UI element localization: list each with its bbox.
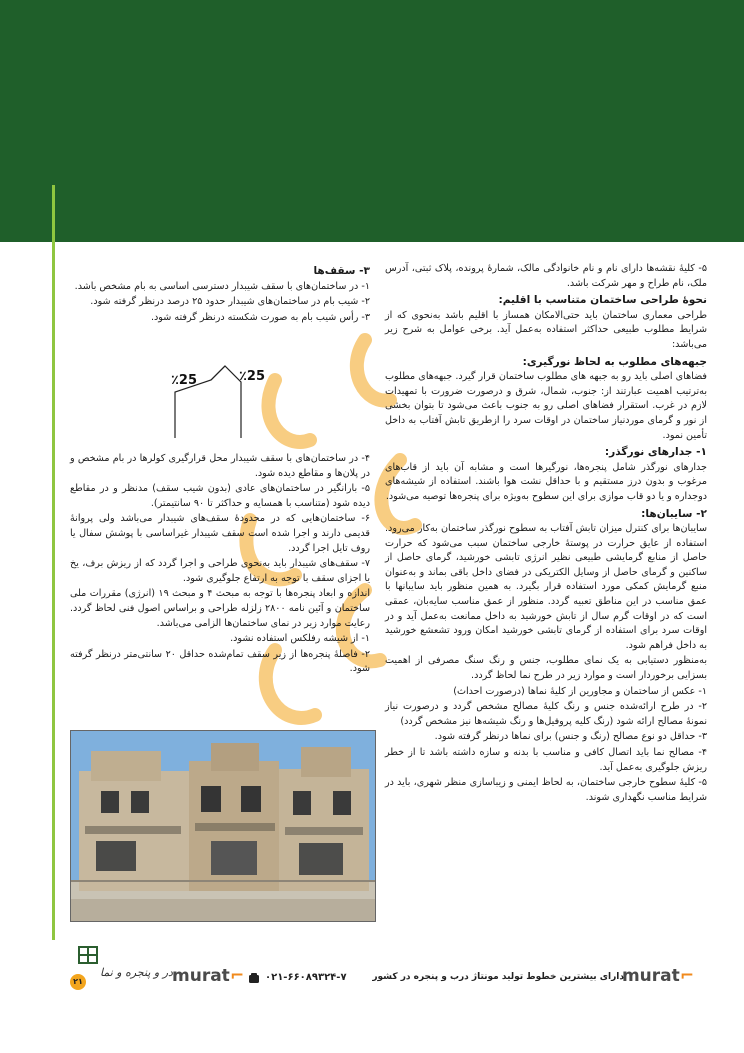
issue-number-badge: ۲۱ [70, 974, 86, 990]
murat-logo-right [622, 966, 694, 986]
paragraph: ۴- در ساختمان‌های با سقف شیبدار محل قرارگیری کولرها در بام مشخص و در پلان‌ها و مقاطع دیده شود. [70, 453, 370, 479]
logo-left-mark: ⌐ [229, 966, 245, 986]
murat-logo-left [172, 966, 244, 986]
header-green-band [0, 0, 744, 242]
paragraph: ۱- در ساختمان‌های با سقف شیبدار دسترسی اساسی به بام مشخص باشد. [74, 280, 370, 292]
section-heading: ۱- جدارهای نورگذر: [604, 446, 707, 459]
paragraph: ۱- عکس از ساختمان و مجاورین از کلیهٔ نماها (درصورت احداث) [453, 685, 707, 697]
logo-right-mark: ⌐ [679, 966, 694, 986]
paragraph: اندازه و ابعاد پنجره‌ها با توجه به مبحث ۴ و مبحث ۱۹ (انرژی) مقررات ملی ساختمان و آئین نامه ۲۸۰۰ زلزله طراحی و براساس اصول فنی لحاظ گردد. رعایت موارد زیر در نمای ساختمان‌ها الزامی می‌باشد. [70, 588, 370, 629]
company-tagline: دارای بیشترین خطوط تولید مونتاژ درب و پنجره در کشور [372, 972, 624, 982]
section-heading: جبهه‌های مطلوب به لحاظ نورگیری: [522, 355, 707, 368]
section-heading: ۲- سایبان‌ها: [641, 507, 707, 520]
left-text-column-top [70, 262, 370, 326]
paragraph: ۶- ساختمان‌هایی که در محدودهٔ سقف‌های شیبدار می‌باشد ولی پروانهٔ قدیمی دارند و اجرا شده است سقف شیبدار غیراساسی با پوشش سفال یا روف تایل اجرا گردد. [70, 513, 370, 554]
paragraph: ۵- کلیهٔ سطوح خارجی ساختمان، به لحاظ ایمنی و زیباسازی منظر شهری، باید در شرایط مناسب نگهداری شوند. [385, 777, 707, 803]
paragraph: سایبان‌ها برای کنترل میزان تابش آفتاب به سطوح نورگذر ساختمان به‌کار می‌رود. استفاده از عایق حرارت در پوستهٔ خارجی ساختمان سبب می‌شود که حرارت حاصل از منابع گرمایشی طبیعی نظیر انرژی تابشی خورشید، گرمای حاصل از ساکنین و گرمای حاصل از وسایل الکتریکی در فضای داخل باقی بماند و به‌عنوان منبع گرمایش کمکی مورد استفاده قرار بگیرد. به همین منظور باید سایبانها با عمق مناسب در این مناطق تعبیه گردد. منظور از عمق مناسب سایه‌بان، عمقی است که در اوقات گرم سال از تابش خورشید به داخل ممانعت به‌عمل آید و در اوقات سرد برای استفاده از گرمای تابشی خورشید امکان ورود تشعشع خورشید به داخل فراهم شود. [385, 523, 707, 651]
paragraph: فضاهای اصلی باید رو به جبهه های مطلوب ساختمان قرار گیرد. جبهه‌های مطلوب به‌ترتیب اهمیت عبارتند از: جنوب، شمال، شرق و درصورت ضرورت با تمهیدات لازم در غرب. استقرار فضاهای اصلی رو به جنوب باعث می‌شود تا بتوان بخشی از نور و گرمای موردنیاز ساختمان در اوقات سرد را ازطریق تابش آفتاب به داخل تأمین نمود. [385, 371, 707, 441]
section-heading: نحوهٔ طراحی ساختمان متناسب با اقلیم: [498, 294, 707, 307]
building-photo [70, 730, 376, 922]
paragraph: ۳- حداقل دو نوع مصالح (رنگ و جنس) برای نماها درنظر گرفته شود. [434, 731, 707, 743]
roof-label-right: ٪25 [239, 369, 266, 384]
paragraph: ۲- فاصلهٔ پنجره‌ها از زیر سقف تمام‌شده حداقل ۲۰ سانتی‌متر درنظر گرفته شود. [70, 648, 370, 675]
phone-icon [248, 972, 260, 984]
vertical-accent-rule [52, 185, 55, 940]
paragraph: ۲- در طرح ارائه‌شده جنس و رنگ کلیهٔ مصالح مشخص گردد و درصورت نیاز نمونهٔ مصالح ارائه شود (رنگ کلیه پروفیل‌ها و رنگ شیشه‌ها نیز مشخص گردد) [385, 701, 707, 727]
page-footer [0, 940, 744, 1053]
brand-window-icon [78, 946, 98, 964]
paragraph: ۱- از شیشه رفلکس استفاده نشود. [230, 633, 370, 645]
left-text-column-bottom [70, 452, 370, 678]
magazine-brand-name: در و پنجره و نما [100, 966, 173, 979]
phone-number: ۰۲۱-۶۶۰۸۹۳۲۴-۷ [265, 972, 347, 983]
paragraph: ۵- بارانگیر در ساختمان‌های عادی (بدون شیب سقف) مدنظر و در مقاطع دیده شود (متناسب با همسایه و حداکثر تا ۹۰ سانتیمتر). [70, 483, 370, 509]
logo-left-text: murat [172, 966, 230, 986]
right-text-column [385, 262, 707, 806]
paragraph: ۴- مصالح نما باید اتصال کافی و مناسب با بدنه و سازه داشته باشد تا از خطر ریزش جلوگیری به‌عمل آید. [385, 747, 707, 773]
paragraph: طراحی معماری ساختمان باید حتی‌الامکان همساز با اقلیم باشد به‌نحوی که از شرایط مطلوب طبیعی حداکثر استفاده به‌عمل آید. برخی عوامل به شرح زیر می‌باشد: [385, 309, 707, 350]
paragraph: ۳- رأس شیب بام به صورت شکسته درنظر گرفته شود. [150, 311, 370, 323]
paragraph: ۲- شیب بام در ساختمان‌های شیبدار حدود ۲۵ درصد درنظر گرفته شود. [90, 296, 370, 308]
section-heading: ۳- سقف‌ها [313, 265, 370, 277]
paragraph: به‌منظور دستیابی به یک نمای مطلوب، جنس و رنگ سنگ مصرفی از اهمیت بسزایی برخوردار است و موارد زیر در طرح نما لحاظ گردد. [385, 655, 707, 682]
paragraph: ۷- سقف‌های شیبدار باید به‌نحوی طراحی و اجرا گردد که از ریزش برف، یخ یا اجزای سقف با توجه به ارتفاع جلوگیری شود. [70, 558, 370, 584]
logo-right-text: murat [621, 966, 680, 986]
roof-label-left: ٪25 [171, 373, 198, 388]
paragraph: ۵- کلیهٔ نقشه‌ها دارای نام و نام خانوادگی مالک، شمارهٔ پرونده، پلاک ثبتی، آدرس ملک، نام طراح و مهر شرکت باشد. [385, 263, 707, 289]
paragraph: جدارهای نورگذر شامل پنجره‌ها، نورگیرها است و مشابه آن باید از قاب‌های مرغوب و بدون درز مستقیم و با حداقل نشت هوا باشند. استفاده از شیشه‌های دوجداره و یا دو قاب موازی برای این سطوح به‌ویژه برای پنجره‌ها توصیه می‌شود. [385, 461, 707, 502]
roof-slope-diagram [165, 362, 283, 440]
